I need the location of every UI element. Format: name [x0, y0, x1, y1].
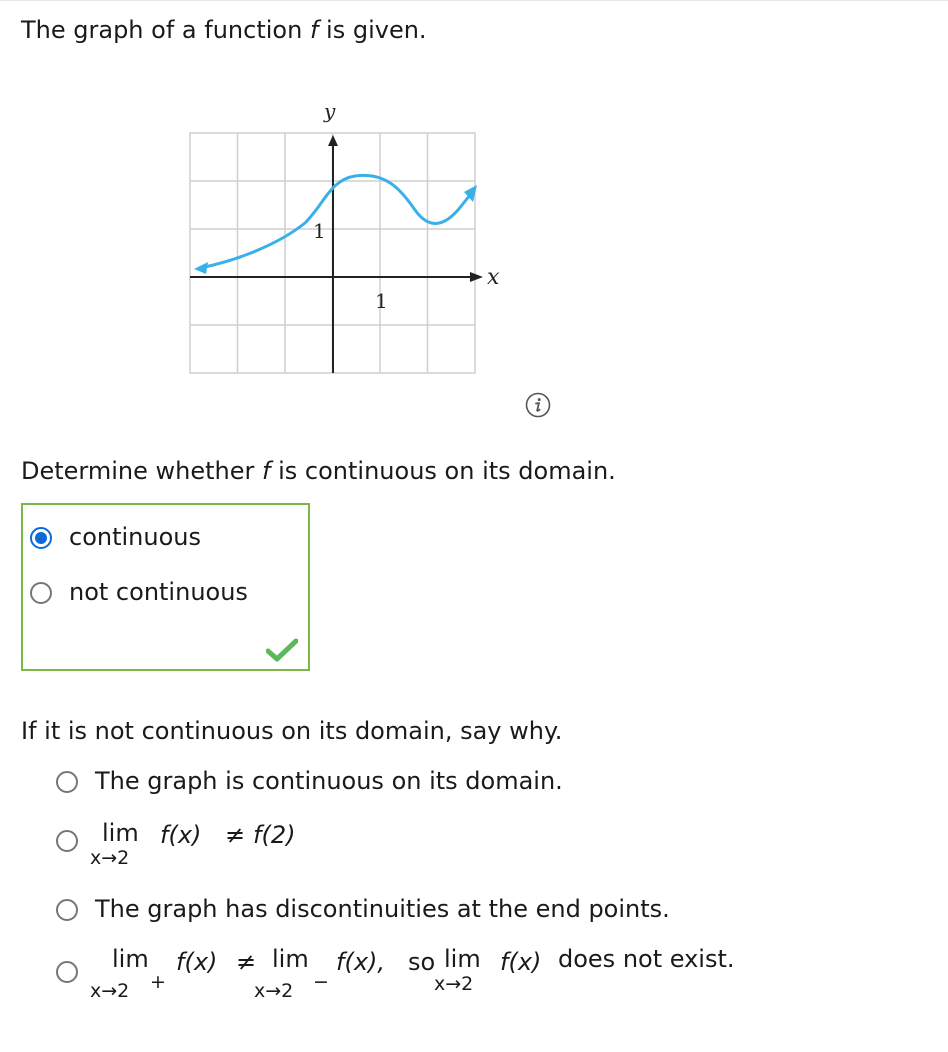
- x-axis-label: x: [487, 265, 500, 290]
- function-graph: [180, 98, 510, 383]
- top-divider: [0, 0, 948, 1]
- label-continuous[interactable]: continuous: [69, 523, 201, 551]
- expr-fx-left: f(x),: [336, 948, 386, 976]
- function-curve: [200, 175, 470, 268]
- lim-right-sup: +: [150, 971, 166, 993]
- radio-continuous[interactable]: [30, 527, 52, 549]
- reason-3-label[interactable]: The graph has discontinuities at the end points.: [95, 895, 670, 923]
- expr-fx-right: f(x): [176, 948, 218, 976]
- lim-left-subscript: x→2: [254, 980, 294, 1002]
- radio-reason-4[interactable]: [56, 961, 78, 983]
- neq-symbol-4: ≠: [236, 948, 257, 976]
- label-not-continuous[interactable]: not continuous: [69, 578, 248, 606]
- lim-operator: lim: [102, 819, 139, 847]
- neq-symbol: ≠: [225, 821, 246, 849]
- does-not-exist-text: does not exist.: [558, 945, 735, 973]
- info-icon[interactable]: [525, 392, 551, 418]
- reason-1-label[interactable]: The graph is continuous on its domain.: [95, 767, 563, 795]
- y-axis-arrow: [328, 135, 338, 146]
- y-axis-label: y: [324, 99, 336, 123]
- curve-left-arrow: [194, 262, 208, 274]
- lim-right-operator: lim: [112, 945, 149, 973]
- lim-two-sided-subscript: x→2: [434, 973, 474, 995]
- intro-text: The graph of a function f is given.: [21, 16, 427, 44]
- radio-reason-1[interactable]: [56, 771, 78, 793]
- lim-subscript: x→2: [90, 847, 130, 869]
- x-axis-arrow: [470, 272, 483, 282]
- radio-reason-2[interactable]: [56, 830, 78, 852]
- radio-not-continuous[interactable]: [30, 582, 52, 604]
- expr-fx: f(x): [160, 821, 202, 849]
- lim-left-sup: −: [313, 971, 329, 993]
- correct-check-icon: [266, 638, 298, 662]
- reason-prompt: If it is not continuous on its domain, say why.: [21, 717, 563, 745]
- lim-left-operator: lim: [272, 945, 309, 973]
- y-tick-label: 1: [313, 219, 326, 243]
- x-tick-label: 1: [375, 289, 388, 313]
- lim-two-sided-operator: lim: [444, 945, 481, 973]
- lim-right-subscript: x→2: [90, 980, 130, 1002]
- expr-f2: f(2): [253, 821, 296, 849]
- expr-fx-two-sided: f(x): [500, 948, 542, 976]
- so-word: so: [408, 948, 436, 976]
- continuity-prompt: Determine whether f is continuous on its domain.: [21, 457, 616, 485]
- radio-reason-3[interactable]: [56, 899, 78, 921]
